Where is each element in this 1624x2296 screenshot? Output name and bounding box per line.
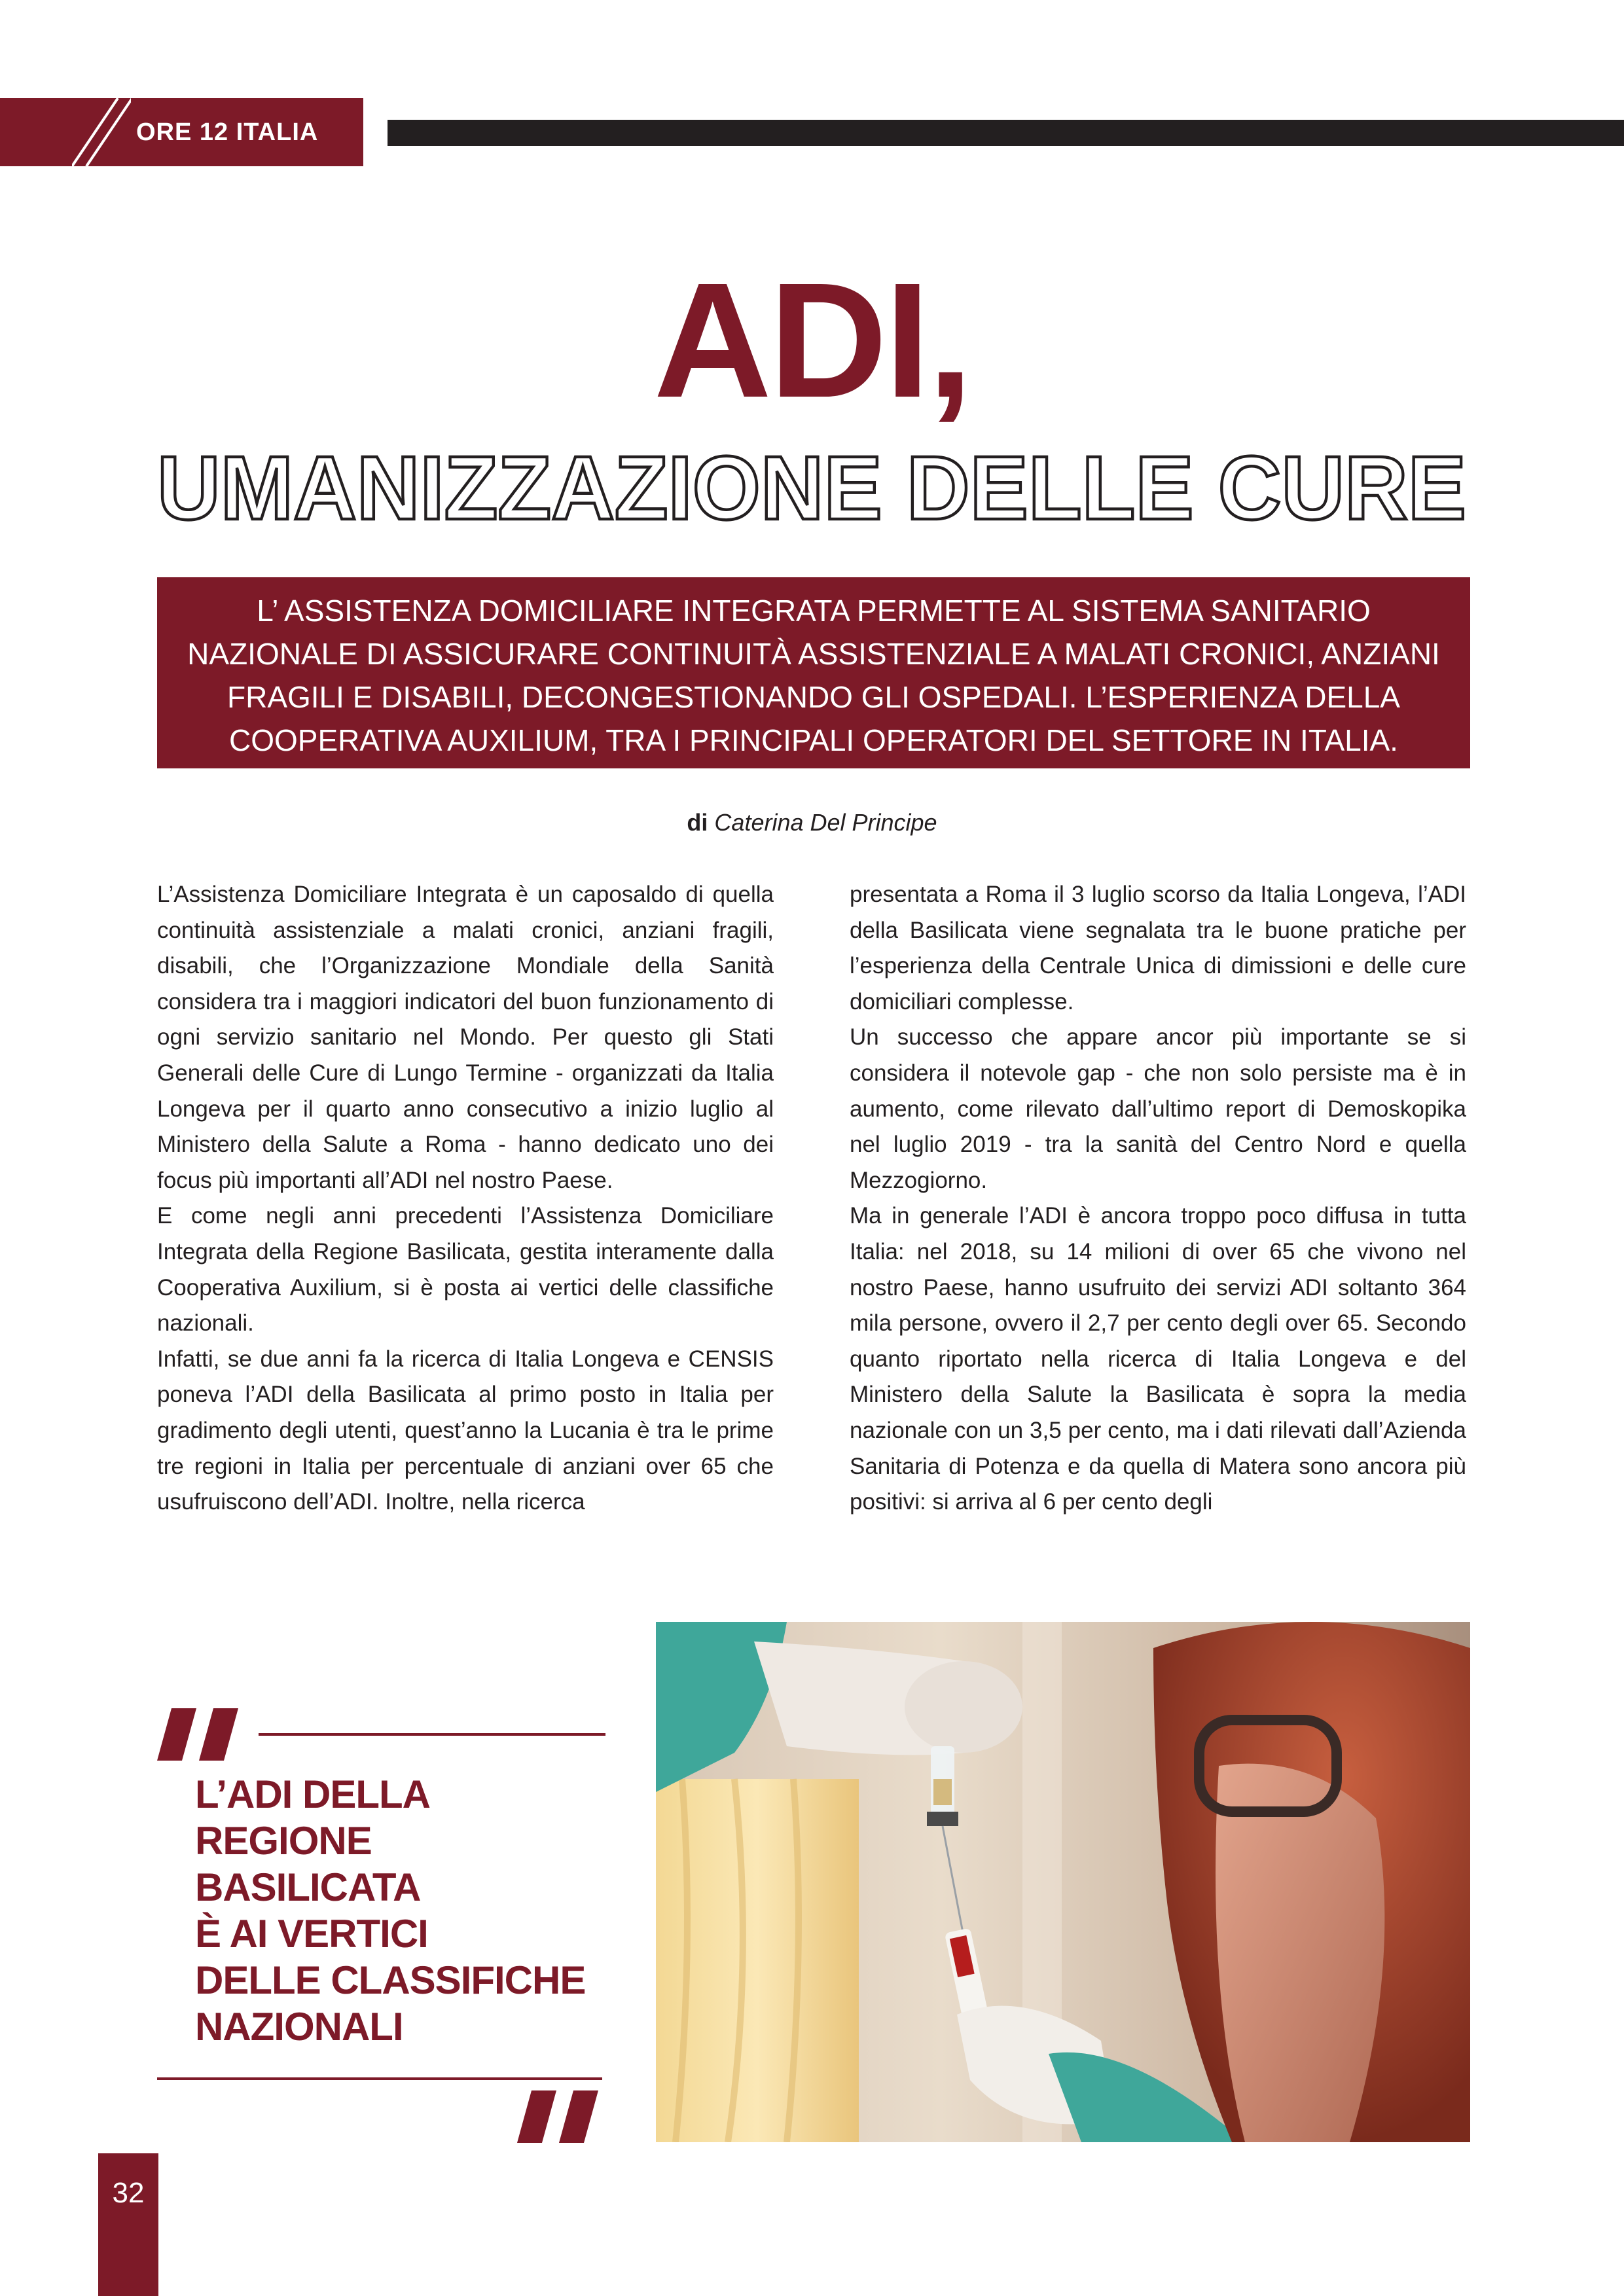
quote-open-icon	[157, 1708, 242, 1761]
body-paragraph: E come negli anni precedenti l’Assistenza Domiciliare Integrata della Regione Basilicata, gestita interamente dalla Cooperativa Auxilium, si è posta ai vertici delle classifiche nazionali.	[157, 1203, 774, 1336]
header-rule	[388, 120, 1624, 146]
byline	[0, 806, 1624, 839]
page-number-box	[98, 2153, 158, 2296]
svg-text:UMANIZZAZIONE DELLE CURE: UMANIZZAZIONE DELLE CURE	[157, 445, 1466, 530]
pull-quote-line: REGIONE	[195, 1819, 372, 1863]
section-tab	[0, 98, 363, 166]
body-paragraph: Ma in generale l’ADI è ancora troppo poco diffusa in tutta Italia: nel 2018, su 14 milioni di over 65 che vivono nel nostro Paese, hanno usufruito dei servizi ADI soltanto 364 mila persone, ovvero il 2,7 per cento degli over 65. Secondo quanto riportato nella ricerca di Italia Longeva e del Ministero della Salute la Basilicata è sopra la media nazionale con un 3,5 per cento, ma i dati rilevati dall’Azienda Sanitaria di Potenza e da quella di Matera sono ancora più positivi: si arriva al 6 per cento degli	[850, 1203, 1466, 1515]
body-paragraph: Un successo che appare ancor più importante se si considera il notevole gap - che non solo persiste ma è in aumento, come rilevato dall’ultimo report di Demoskopika nel luglio 2019 - tra la sanità del Centro Nord e quella Mezzogiorno.	[850, 1024, 1466, 1193]
pull-quote-line: NAZIONALI	[195, 2005, 403, 2049]
body-column-left	[157, 877, 774, 1520]
pull-quote-line: È AI VERTICI	[195, 1912, 428, 1956]
diagonal-stripes-decoration	[72, 98, 131, 166]
page-number: 32	[112, 2177, 145, 2209]
pull-quote-line: BASILICATA	[195, 1865, 421, 1909]
section-label: ORE 12 ITALIA	[136, 118, 319, 146]
article-subtitle	[151, 445, 1473, 530]
byline-author: Caterina Del Principe	[714, 809, 937, 836]
body-paragraph: presentata a Roma il 3 luglio scorso da Italia Longeva, l’ADI della Basilicata viene segnalata tra le buone pratiche per l’esperienza della Centrale Unica di dimissioni e delle cure domiciliari complesse.	[850, 882, 1466, 1014]
quote-top-rule	[259, 1733, 605, 1736]
article-photo	[656, 1622, 1470, 2142]
quote-close-icon	[517, 2090, 602, 2143]
article-title: ADI,	[653, 249, 971, 431]
lead-text: L’ ASSISTENZA DOMICILIARE INTEGRATA PERMETTE AL SISTEMA SANITARIO NAZIONALE DI ASSICURARE CONTINUITÀ ASSISTENZIALE A MALATI CRONICI, ANZIANI FRAGILI E DISABILI, DECONGESTIONANDO GLI OSPEDALI. L’ESPERIENZA DELLA COOPERATIVA AUXILIUM, TRA I PRINCIPALI OPERATORI DEL SETTORE IN ITALIA.	[187, 594, 1440, 757]
pull-quote	[195, 1771, 614, 2050]
body-paragraph: L’Assistenza Domiciliare Integrata è un caposaldo di quella continuità assistenziale a malati cronici, anziani fragili, disabili, che l’Organizzazione Mondiale della Sanità considera tra i maggiori indicatori del buon funzionamento di ogni servizio sanitario nel Mondo. Per questo gli Stati Generali delle Cure di Lungo Termine - organizzati da Italia Longeva per il quarto anno consecutivo a inizio luglio al Ministero della Salute a Roma - hanno dedicato uno dei focus più importanti all’ADI nel nostro Paese.	[157, 882, 774, 1193]
body-column-right	[850, 877, 1466, 1520]
pull-quote-line: DELLE CLASSIFICHE	[195, 1958, 586, 2002]
quote-bottom-rule	[157, 2077, 602, 2080]
lead-box	[157, 577, 1470, 768]
pull-quote-line: L’ADI DELLA	[195, 1772, 430, 1816]
photo-injection-illustration	[656, 1622, 1470, 2142]
byline-prefix: di	[687, 809, 708, 836]
body-paragraph: Infatti, se due anni fa la ricerca di Italia Longeva e CENSIS poneva l’ADI della Basilicata al primo posto in Italia per gradimento degli utenti, quest’anno la Lucania è tra le prime tre regioni in Italia per percentuale di anziani over 65 che usufruiscono dell’ADI. Inoltre, nella ricerca	[157, 1346, 774, 1515]
